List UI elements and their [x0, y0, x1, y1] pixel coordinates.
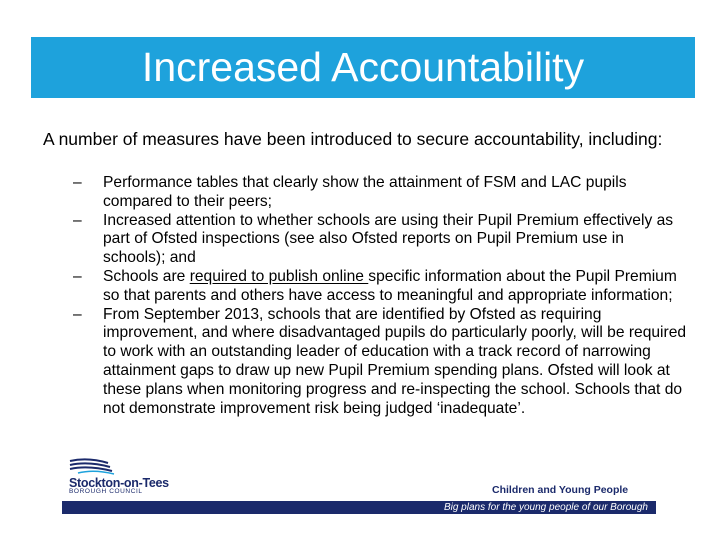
list-item — [73, 174, 688, 212]
council-logo — [68, 457, 188, 497]
list-item-text-before: Schools are — [103, 267, 190, 285]
intro-text: A number of measures have been introduced to secure accountability, including: — [43, 129, 663, 149]
stockton-swoosh-icon — [68, 457, 116, 475]
list-item-text-after: specific information about the Pupil Premium so that parents and others have access to meaningful and appropriate information; — [103, 267, 677, 304]
title-bar — [31, 37, 695, 98]
bullet-dash: – — [73, 174, 82, 191]
list-item — [73, 212, 688, 268]
measures-list — [73, 174, 688, 418]
bullet-dash: – — [73, 267, 82, 285]
list-item — [73, 306, 688, 419]
list-item-text: Performance tables that clearly show the attainment of FSM and LAC pupils compared to their peers; — [103, 174, 627, 210]
list-item-text: From September 2013, schools that are identified by Ofsted as requiring improvement, and where disadvantaged pupils do particularly poorly, will be required to work with an outstanding leader of education with a track record of narrowing attainment gaps to draw up new Pupil Premium spending plans. Ofsted will look at these plans when monitoring progress and re-inspecting the school. Schools that do not demonstrate improvement risk being judged ‘inadequate’. — [103, 305, 687, 417]
department-label: Children and Young People — [492, 484, 629, 496]
logo-council: BOROUGH COUNCIL — [69, 488, 143, 495]
list-item — [73, 268, 688, 306]
logo-name: Stockton-on-Tees — [69, 476, 169, 490]
footer-tagline: Big plans for the young people of our Borough — [443, 502, 648, 513]
footer-bar — [62, 501, 656, 514]
slide-title: Increased Accountability — [141, 44, 585, 90]
underlined-phrase: required to publish online — [189, 267, 369, 285]
bullet-dash: – — [73, 305, 82, 323]
bullet-dash: – — [73, 211, 82, 229]
list-item-text: Increased attention to whether schools are using their Pupil Premium effectively as part of Ofsted inspections (see also Ofsted reports on Pupil Premium use in schools); and — [103, 211, 674, 267]
